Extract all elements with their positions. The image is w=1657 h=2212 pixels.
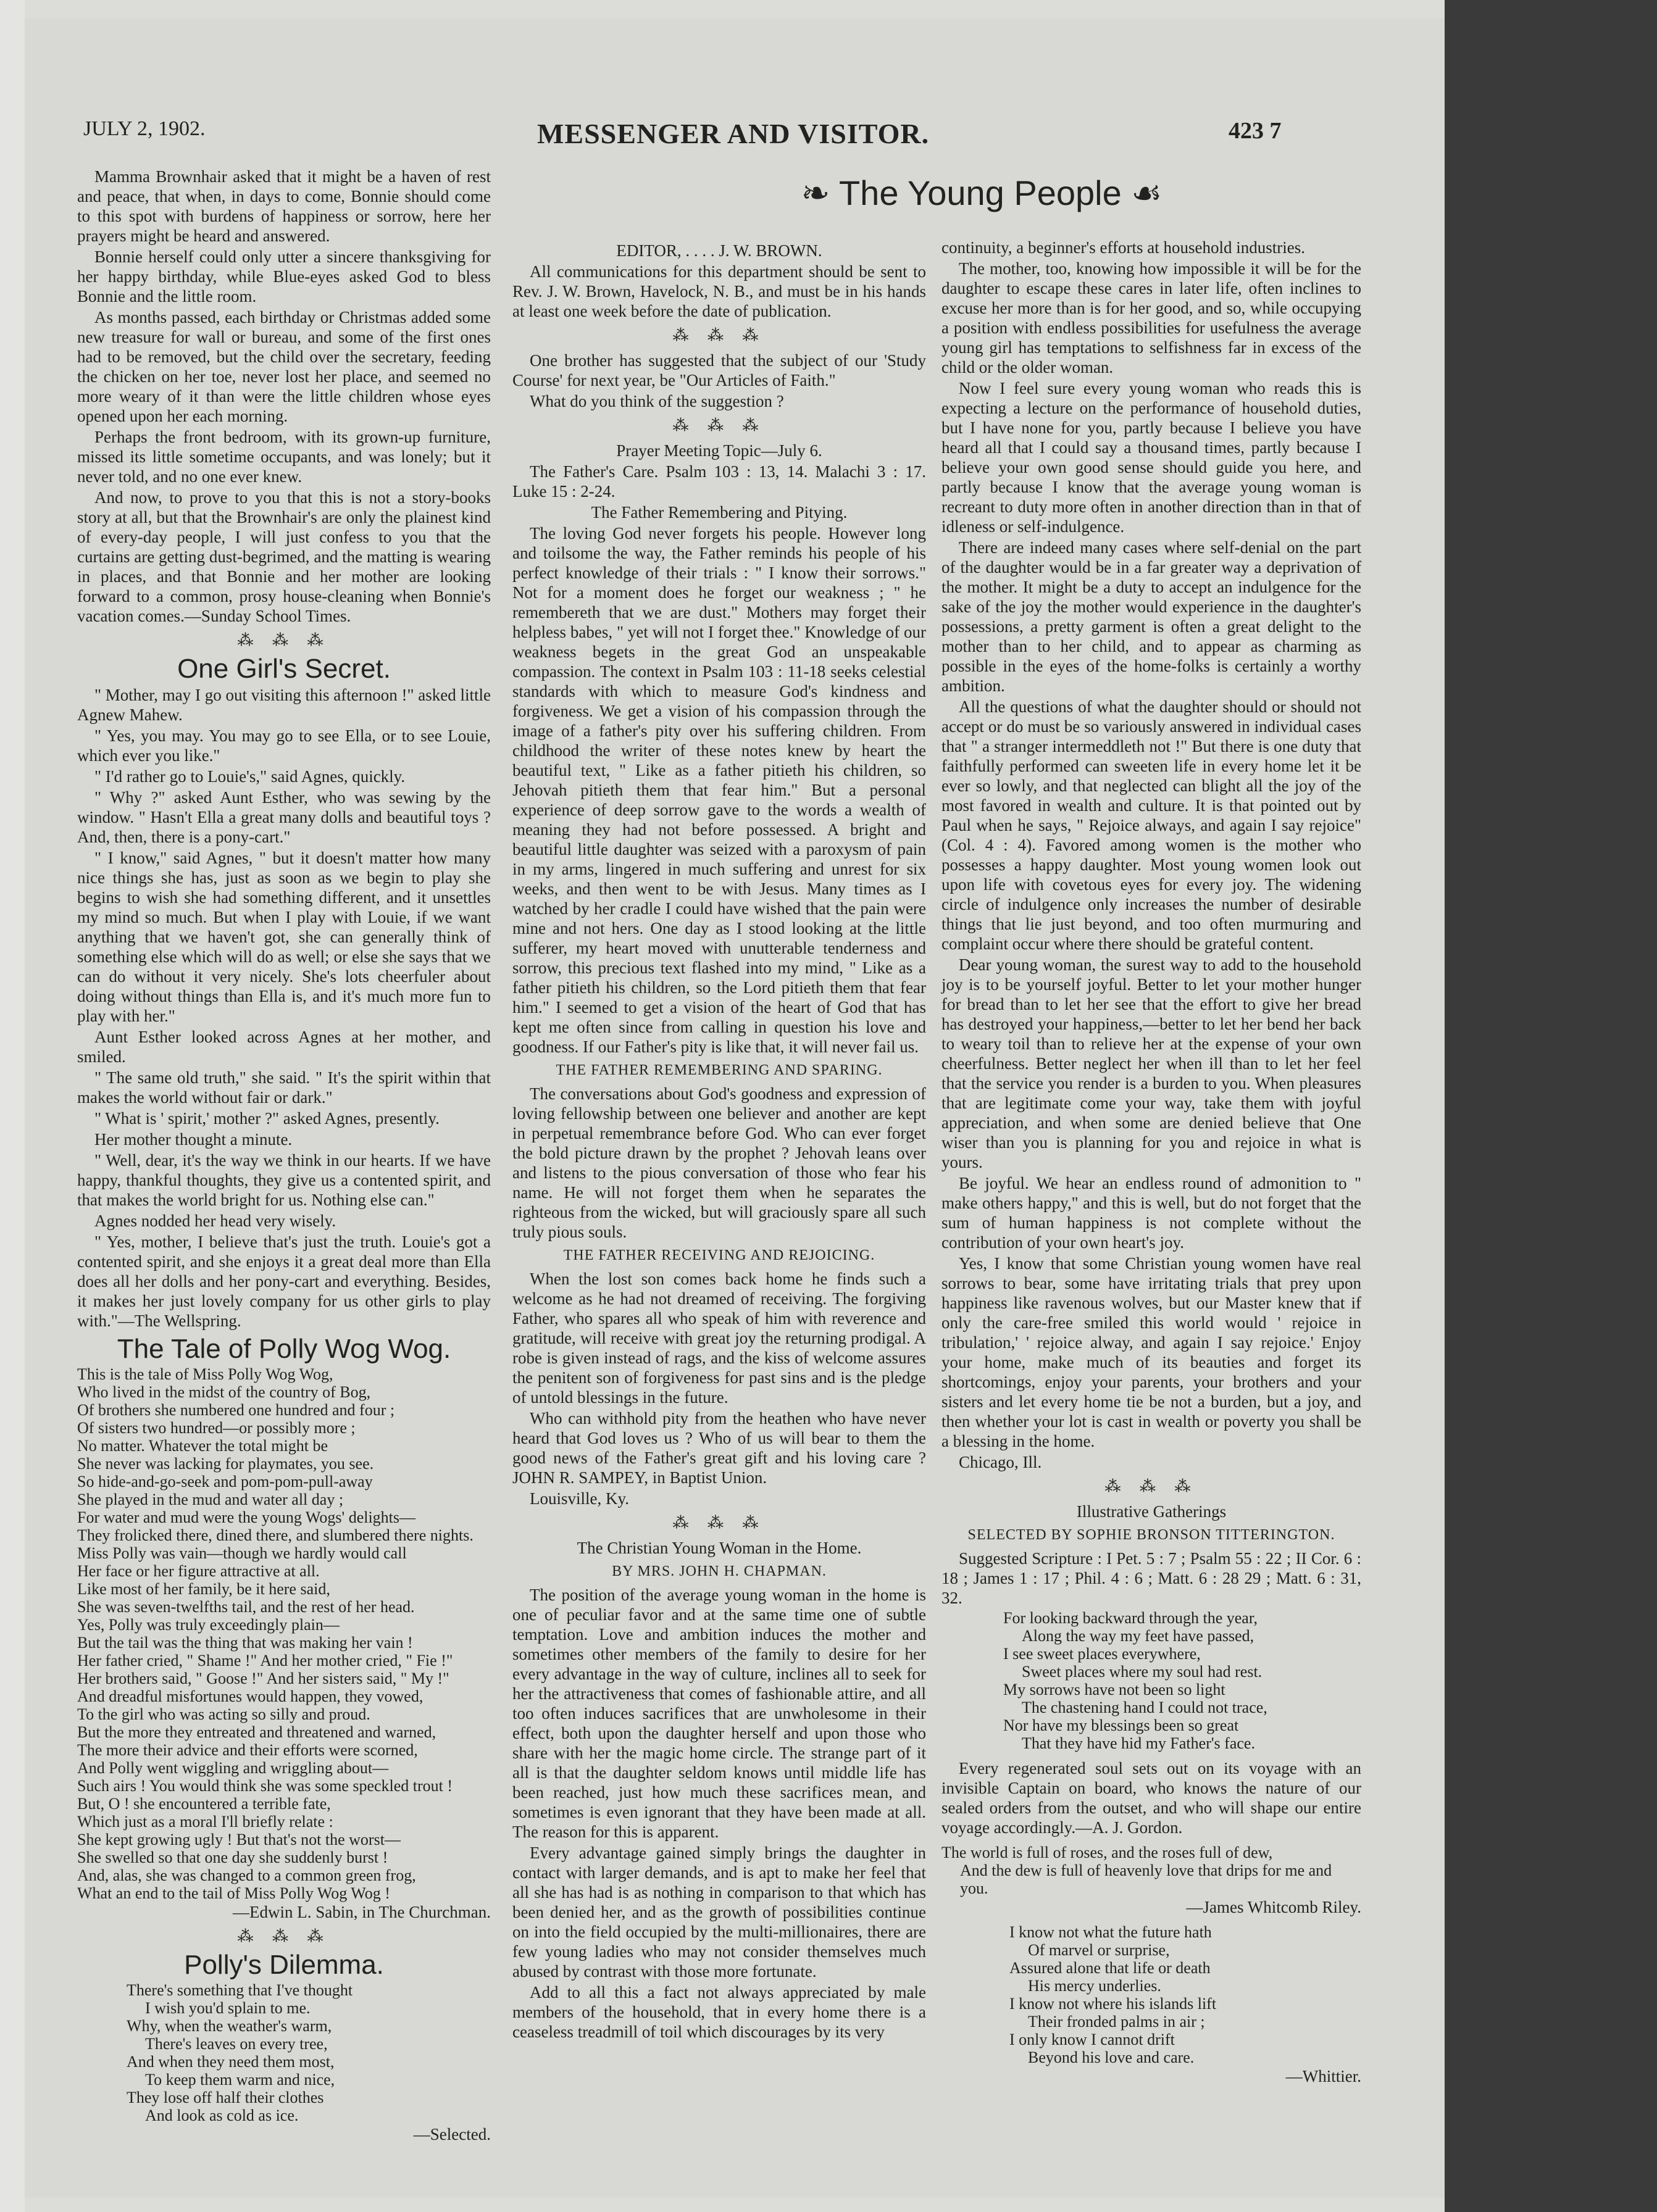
poem-polly-wog-wog <box>77 1365 491 1902</box>
poem-line: To the girl who was acting so silly and proud. <box>77 1705 370 1723</box>
poem-line: They frolicked there, dined there, and slumbered there nights. <box>77 1526 474 1544</box>
paragraph: Add to all this a fact not always appreciated by male members of the household, that in every home there is a ceaseless treadmill of toil which discourages by its very <box>512 1983 926 2041</box>
paragraph: Dear young woman, the surest way to add to the household joy is to be yourself joyful. Better to let your mother hunger for bread than to let her see that the effort to give her bread has destroyed your happiness,—better to let her bend her back to weary toil than to relieve her at the expense of your own cheerfulness. Better neglect her when ill than to let her feel that the service you render is a burden to you. When pleasures that are legitimate come your way, take them with joyful appreciation, and when some are denied believe that One wiser than you is planning for you and rejoice in what is yours. <box>941 955 1361 1171</box>
paragraph: One brother has suggested that the subject of our 'Study Course' for next year, be "Our Articles of Faith." <box>512 351 926 389</box>
poem-line: But the tail was the thing that was making her vain ! <box>77 1634 413 1652</box>
poem-line: For looking backward through the year, <box>1003 1609 1258 1627</box>
poem-line: No matter. Whatever the total might be <box>77 1437 328 1455</box>
column-left <box>77 167 491 2145</box>
paragraph: " Well, dear, it's the way we think in our hearts. If we have happy, thankful thoughts, they give us a contented spirit, and that makes the world bright for us. Nothing else can." <box>77 1151 491 1209</box>
intro-story <box>77 167 491 626</box>
paragraph: As months passed, each birthday or Christmas added some new treasure for wall or bureau, and some of the first ones had to be removed, but the child over the secretary, feeding the chicken on her toe, never lost her place, and seemed no more weary of it than were the little children whose eyes opened upon her each morning. <box>77 308 491 425</box>
scan-right-border <box>1445 0 1657 2212</box>
paragraph: continuity, a beginner's efforts at household industries. <box>941 238 1306 257</box>
poem-line: The chastening hand I could not trace, <box>1022 1698 1267 1716</box>
header-date: JULY 2, 1902. <box>83 117 206 140</box>
poem-line: Along the way my feet have passed, <box>1022 1627 1254 1645</box>
secret-story <box>77 685 491 1331</box>
paragraph: Now I feel sure every young woman who reads this is expecting a lecture on the performance of household duties, but I have none for you, partly because I believe you have heard all that I could say a thousand times, partly because I believe your own good sense should guide you here, and partly because I know that the average young woman is recreant to duty more often in another direction than in that of idleness or self-indulgence. <box>941 379 1361 536</box>
paragraph: The loving God never forgets his people. However long and toilsome the way, the Father reminds his people of his perfect knowledge of their trials : " I know their sorrows." Not for a moment does he forget our weakness ; " he remembereth that we are dust." Mothers may forget their helpless babes, " yet will not I forget thee." Knowledge of our weakness begets in the great God an unspeakable compassion. The context in Psalm 103 : 11-18 seeks celestial standards with which to measure God's kindness and forgiveness. We get a vision of his compassion through the image of a father's pity over his suffering children. From childhood the writer of these notes knew by heart the beautiful text, " Like as a father pitieth his children, so Jehovah pitieth them that fear him." But a personal experience of deep sorrow gave to the words a wealth of meaning they had not before possessed. A bright and beautiful little daughter was seized with a paroxysm of pain in my arms, lingered in much suffering and unrest for six weeks, and then went to be with Jesus. Many times as I watched by her cradle I could have wished that the pain were mine and not hers. One day as I stood looking at the little sufferer, my heart moved with unutterable tenderness and sorrow, this precious text flashed into my mind, " Like as a father pitieth his children, so the Lord pitieth them that fear him." I seemed to get a vision of the heart of God that has kept me often since from calling in question his love and goodness. If our Father's pity is like that, it will never fail us. <box>512 524 926 1056</box>
paragraph: There are indeed many cases where self-denial on the part of the daughter would be in a far greater way a deprivation of the mother. It might be a duty to accept an indulgence for the sake of the joy the mother would experience in the daughter's possessions, a pretty garment is often a great delight to the mother than to her child, and to appear as charming as possible in the eyes of the home-folks is certainly a worthy ambition. <box>941 538 1361 695</box>
poem-line: Which just as a moral I'll briefly relate : <box>77 1813 333 1831</box>
poem-line: The world is full of roses, and the roses full of dew, <box>941 1844 1273 1861</box>
article-title: The Christian Young Woman in the Home. <box>577 1539 862 1557</box>
poem-line: I know not what the future hath <box>1009 1923 1212 1941</box>
column-middle <box>512 241 926 2043</box>
poem-looking-backward <box>941 1609 1361 1752</box>
header-page-number: 423 7 <box>1229 118 1282 144</box>
riley-quote <box>941 1844 1361 1897</box>
poem-line: I wish you'd splain to me. <box>145 1999 311 2017</box>
ornament-stars: ⁂ ⁂ ⁂ <box>1104 1478 1198 1495</box>
poem-line: Why, when the weather's warm, <box>127 2017 332 2035</box>
poem-line: And dreadful misfortunes would happen, they vowed, <box>77 1687 424 1705</box>
poem-line: For water and mud were the young Wogs' delights— <box>77 1508 416 1526</box>
byline: BY MRS. JOHN H. CHAPMAN. <box>612 1563 827 1579</box>
poem-line: Like most of her family, be it here said, <box>77 1580 330 1598</box>
article-title: One Girl's Secret. <box>177 654 391 684</box>
poem-line: His mercy underlies. <box>1028 1977 1161 1995</box>
poem-line: But, O ! she encountered a terrible fate, <box>77 1795 331 1813</box>
poem-line: Of marvel or surprise, <box>1028 1941 1170 1959</box>
subsection-title: The Father Remembering and Pitying. <box>591 503 848 522</box>
attribution: —Edwin L. Sabin, in The Churchman. <box>233 1903 491 1921</box>
paragraph: Be joyful. We hear an endless round of admonition to " make others happy," and this is well, but do not forget that the sum of human happiness is not complete without the contribution of your own heart's joy. <box>941 1174 1361 1252</box>
poem-line: There's leaves on every tree, <box>145 2035 328 2053</box>
article-title: Illustrative Gatherings <box>1076 1502 1227 1521</box>
poem-line: Beyond his love and care. <box>1028 2048 1195 2066</box>
poem-line: The more their advice and their efforts were scorned, <box>77 1741 418 1759</box>
paragraph: Who can withhold pity from the heathen who have never heard that God loves us ? Who of us will bear to them the good news of the Father's great gift and his loving care ? JOHN R. SAMPEY, in Baptist Union. <box>512 1409 926 1487</box>
topic-text: The Father's Care. Psalm 103 : 13, 14. Malachi 3 : 17. Luke 15 : 2-24. <box>512 462 926 501</box>
poem-line: That they have hid my Father's face. <box>1022 1734 1255 1752</box>
poem-line: My sorrows have not been so light <box>1003 1681 1225 1698</box>
paragraph: The mother, too, knowing how impossible it will be for the daughter to escape these cares in later life, often inclines to excuse her more than is for her good, and so, while occupying a position with endless possibilities for usefulness the average young girl has temptations to selfishness far in excess of the child or the older woman. <box>941 259 1361 376</box>
ornament-stars: ⁂ ⁂ ⁂ <box>672 1514 766 1532</box>
poem-whittier <box>941 1923 1361 2066</box>
poem-line: And, alas, she was changed to a common green frog, <box>77 1866 416 1884</box>
poem-line: There's something that I've thought <box>127 1981 353 1999</box>
poem-line: Miss Polly was vain—though we hardly would call <box>77 1544 407 1562</box>
poem-line: Such airs ! You would think she was some speckled trout ! <box>77 1777 453 1795</box>
poem-line: This is the tale of Miss Polly Wog Wog, <box>77 1365 333 1383</box>
paragraph: Yes, I know that some Christian young women have real sorrows to bear, some have irritating trials that prey upon happiness like ravenous wolves, but our Master knew that if only the care-free smiled this world would ' rejoice in tribulation,' ' rejoice alway, and again I say rejoice.' Enjoy your home, make much of its beauties and forget its shortcomings, enjoy your parents, your brothers and your sisters and let every home tie be not a burden, but a joy, and then whether your lot is cast in wealth or poverty you shall be a blessing in the home. <box>941 1254 1361 1450</box>
paragraph: " Yes, mother, I believe that's just the truth. Louie's got a contented spirit, and she enjoys it a great deal more than Ella does all her dolls and her pony-cart and everything. Besides, it makes her just lovely company for us other girls to play with."—The Wellspring. <box>77 1233 491 1330</box>
paragraph: When the lost son comes back home he finds such a welcome as he had not dreamed of receiving. The forgiving Father, who spares all who speak of him with reverence and gratitude, will receive with great joy the returning prodigal. A robe is given instead of rags, and the kiss of welcome assures the penitent son of forgiveness for past sins and is the pledge of untold blessings in the future. <box>512 1270 926 1407</box>
article-title: The Tale of Polly Wog Wog. <box>117 1334 451 1364</box>
scan-left-margin <box>0 0 25 2212</box>
paragraph: Mamma Brownhair asked that it might be a haven of rest and peace, that when, in days to come, Bonnie should come to this spot with burdens of happiness or sorrow, here her prayers might be heard and answered. <box>77 167 491 245</box>
article-title: Polly's Dilemma. <box>184 1950 384 1980</box>
section-title-text: The Young People <box>838 173 1122 212</box>
ornament-stars: ⁂ ⁂ ⁂ <box>237 1927 331 1945</box>
paragraph: All the questions of what the daughter should or should not accept or do must be so variously answered in individual cases that " a stranger intermeddleth not !" But there is one duty that faithfully performed can sweeten life in every home let it be ever so lowly, and that neglected can blight all the joy of the most favored in wealth and culture. It is that pointed out by Paul when he says, " Rejoice always, and again I say rejoice" (Col. 4 : 4). Favored among women is the mother who possesses a happy daughter. Most young women look out upon life with covetous eyes for every joy. The widening circle of indulgence only increases the number of desirable things that lie just beyond, and too often murmuring and complaint occur where there should be grateful content. <box>941 697 1361 953</box>
poem-pollys-dilemma <box>77 1981 491 2124</box>
editor-note: All communications for this department should be sent to Rev. J. W. Brown, Havelock, N. B., and must be in his hands at least one week before the date of publication. <box>512 262 926 320</box>
poem-line: Their fronded palms in air ; <box>1028 2013 1205 2031</box>
paragraph: " Why ?" asked Aunt Esther, who was sewing by the window. " Hasn't Ella a great many dolls and beautiful toys ? And, then, there is a pony-cart." <box>77 788 491 846</box>
paragraph: Agnes nodded her head very wisely. <box>94 1212 336 1230</box>
paragraph: " The same old truth," she said. " It's the spirit within that makes the world without fair or dark." <box>77 1068 491 1107</box>
scripture-list: Suggested Scripture : I Pet. 5 : 7 ; Psalm 55 : 22 ; II Cor. 6 : 18 ; James 1 : 17 ; Phil. 4 : 6 ; Matt. 6 : 28 29 ; Matt. 6 : 31, 32. <box>941 1549 1361 1607</box>
poem-line: She never was lacking for playmates, you see. <box>77 1455 374 1473</box>
section-title: ❧ The Young People ☙ <box>801 173 1162 212</box>
attribution: —Whittier. <box>1285 2067 1361 2085</box>
paragraph: And now, to prove to you that this is not a story-books story at all, but that the Brownhair's are only the plainest kind of every-day people, I will just confess to you that the curtains are getting dust-begrimed, and the matting is wearing in places, and that Bonnie and her mother are looking forward to a common, prosy house-cleaning when Bonnie's vacation comes.—Sunday School Times. <box>77 488 491 625</box>
poem-line: But the more they entreated and threatened and warned, <box>77 1723 436 1741</box>
subsection-title: THE FATHER RECEIVING AND REJOICING. <box>563 1247 875 1263</box>
paragraph: Perhaps the front bedroom, with its grown-up furniture, missed its little sometime occupants, and was lonely; but it never told, and no one ever knew. <box>77 428 491 486</box>
poem-line: They lose off half their clothes <box>127 2089 324 2106</box>
paragraph: " I'd rather go to Louie's," said Agnes, quickly. <box>94 767 406 786</box>
byline: SELECTED BY SOPHIE BRONSON TITTERINGTON. <box>967 1527 1335 1543</box>
paragraph: The position of the average young woman in the home is one of peculiar favor and at the same time one of subtle temptation. Love and ambition induces the mother and sometimes other members of the family to desire for her every advantage in the way of culture, inclines all to seek for her the attractiveness that comes of fashionable attire, and all too often induces sacrifices that are unwholesome in their effect, both upon the daughter herself and upon those who share with her the magic home circle. The strange part of it all is that the daughter seldom knows until middle life has been reached, just how much these sacrifices mean, and sometimes is even ignorant that they have been made at all. The reason for this is apparent. <box>512 1586 926 1841</box>
poem-line: She was seven-twelfths tail, and the rest of her head. <box>77 1598 415 1616</box>
poem-line: She swelled so that one day she suddenly burst ! <box>77 1848 388 1866</box>
paragraph: What do you think of the suggestion ? <box>530 392 784 410</box>
poem-line: Of brothers she numbered one hundred and four ; <box>77 1401 395 1419</box>
poem-line: What an end to the tail of Miss Polly Wog Wog ! <box>77 1884 390 1902</box>
poem-line: And when they need them most, <box>127 2053 335 2071</box>
ornament-stars: ⁂ ⁂ ⁂ <box>237 631 331 649</box>
paragraph: Every advantage gained simply brings the daughter in contact with larger demands, and is apt to make her feel that all she has had is as nothing in comparison to that which has been denied her, and as the growth of possibilities continue on into the field occupied by the multi-millionaires, there are few young ladies who may not consider themselves much abused by contrast with those more fortunate. <box>512 1844 926 1981</box>
poem-line: Sweet places where my soul had rest. <box>1022 1663 1263 1681</box>
poem-line: Who lived in the midst of the country of Bog, <box>77 1383 371 1401</box>
poem-line: To keep them warm and nice, <box>145 2071 335 2089</box>
header-title: MESSENGER AND VISITOR. <box>537 118 930 149</box>
poem-line: She played in the mud and water all day ; <box>77 1491 344 1508</box>
attribution: —James Whitcomb Riley. <box>1186 1898 1361 1916</box>
ornament-stars: ⁂ ⁂ ⁂ <box>672 326 766 344</box>
poem-line: And look as cold as ice. <box>145 2106 299 2124</box>
poem-line: Of sisters two hundred—or possibly more ; <box>77 1419 356 1437</box>
paragraph: The conversations about God's goodness and expression of loving fellowship between one believer and another are kept in perpetual remembrance before God. Who can ever forget the bold picture drawn by the prophet ? Jehovah leans over and listens to the pious conversation of those who fear his name. He will not forget them when he separates the righteous from the wicked, but will graciously spare all such truly pious souls. <box>512 1084 926 1241</box>
attribution: —Selected. <box>413 2125 491 2143</box>
poem-line: And Polly went wiggling and wriggling about— <box>77 1759 389 1777</box>
poem-line: Nor have my blessings been so great <box>1003 1716 1239 1734</box>
poem-line: Assured alone that life or death <box>1009 1959 1211 1977</box>
paragraph: Her mother thought a minute. <box>94 1130 293 1149</box>
topic-title: Prayer Meeting Topic—July 6. <box>616 441 822 460</box>
poem-line: Her father cried, " Shame !" And her mother cried, " Fie !" <box>77 1652 453 1669</box>
paragraph: " I know," said Agnes, " but it doesn't matter how many nice things she has, just as soon as we begin to play she begins to wish she had something different, and it unsettles my mind so much. But when I play with Louie, if we want anything that we haven't got, she can generally think of something else which will do as well; or else she says that we can do without it very nicely. She's lots cheerfuler about doing without things than Ella is, and it's much more fun to play with her." <box>77 849 491 1025</box>
paragraph: Aunt Esther looked across Agnes at her mother, and smiled. <box>77 1028 491 1066</box>
poem-line: She kept growing ugly ! But that's not the worst— <box>77 1831 401 1848</box>
paragraph: " What is ' spirit,' mother ?" asked Agnes, presently. <box>94 1109 440 1128</box>
subsection-title: THE FATHER REMEMBERING AND SPARING. <box>556 1062 883 1078</box>
poem-line: Her face or her figure attractive at all. <box>77 1562 320 1580</box>
paragraph: Bonnie herself could only utter a sincere thanksgiving for her happy birthday, while Blue-eyes asked God to bless Bonnie and the little room. <box>77 247 491 306</box>
paragraph: " Mother, may I go out visiting this afternoon !" asked little Agnew Mahew. <box>77 686 491 724</box>
paragraph: Chicago, Ill. <box>959 1453 1042 1471</box>
poem-line: Yes, Polly was truly exceedingly plain— <box>77 1616 340 1634</box>
poem-line: I know not where his islands lift <box>1009 1995 1217 2013</box>
poem-line: So hide-and-go-seek and pom-pom-pull-away <box>77 1473 373 1491</box>
ornament-stars: ⁂ ⁂ ⁂ <box>672 417 766 434</box>
column-right <box>941 238 1361 2087</box>
poem-line: And the dew is full of heavenly love that drips for me and you. <box>960 1861 1332 1897</box>
paragraph: " Yes, you may. You may go to see Ella, or to see Louie, which ever you like." <box>77 726 491 765</box>
paragraph: Louisville, Ky. <box>530 1489 629 1508</box>
poem-line: I see sweet places everywhere, <box>1003 1645 1201 1663</box>
poem-line: Her brothers said, " Goose !" And her sisters said, " My !" <box>77 1669 449 1687</box>
poem-line: I only know I cannot drift <box>1009 2031 1175 2048</box>
gordon-quote: Every regenerated soul sets out on its voyage with an invisible Captain on board, who knows the nature of our sealed orders from the outset, and who will shape our entire voyage accordingly.—A. J. Gordon. <box>941 1759 1361 1837</box>
editor-line: EDITOR, . . . . J. W. BROWN. <box>616 241 822 260</box>
